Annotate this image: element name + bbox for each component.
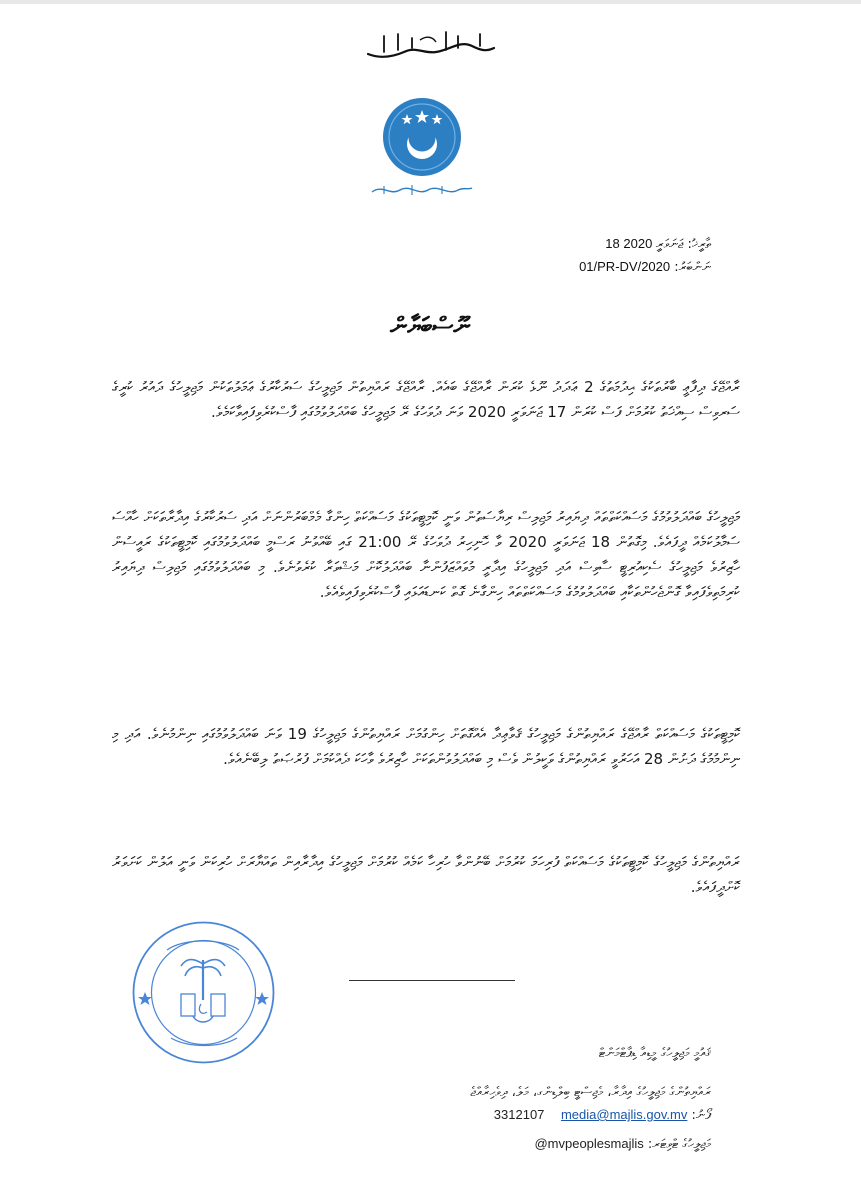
body-paragraph-4: ރައްޔިތުންގެ މަޖިލީހުގެ ކޮމިޓީތަކުގެ މަސައްކަތް ފުރިހަމަ ކުރުމަށް ބޭނުންވާ ހުރިހާ ކަމެއް ކުރުމަށް މަޖިލީހުގެ އިދާރާއިން ތައްޔާރަށް ހުރިކަން ވަނީ އަލުން ކަށަވަރު ކޮށްދީފައެވެ. [112,853,740,896]
signature-line [349,980,515,981]
footer-address: ރައްޔިތުންގެ މަޖިލީހުގެ އިދާރާ، މެޖިސްޓީ ބިލްޑިންގ، މަލެ، ދިވެހިރާއްޖެ [470,1085,711,1100]
body-paragraph-1: ރާއްޖޭގެ ދިފާޢީ ބާރުތަކުގެ ޙިދުމަތުގެ 2 ޢަދަދު ނޫޅެ ކުރަން ރާއްޖޭގެ ބައެއް. ރާއްޖޭގެ ރައްޔިތުން މަޖިލީހުގެ ސަރުކާރުގެ ޢަމަލުތަކުން މަޖިލީހުގެ ދައުރު ކުރީގެ ސަރވިސް ސިއްޚަތު ކުރުމަށް ފަސް ކުރަން 17 ޖަނަވަރީ 2020 ވަނަ ދުވަހުގެ ރޭ މަޖިލީހުގެ ބައްދަލުވުމުގައި ފާސްކުރެވިފައިވާކަމެވެ. [112,378,740,421]
body-paragraph-3: ކޮމިޓީތަކުގެ މަސައްކަތް ރާއްޖޭގެ ރައްޔިތުންގެ މަޖިލީހުގެ ޤަވާޢިދާ އެއްގޮތަށް ހިންގުމަށް ރައްޔިތުންގެ މަޖިލީހުގެ 19 ވަނަ ބައްދަލުވުމުގައި ނިންމުނެވެ. އަދި މި ނިންމުމުގެ ދަށުން 28 އަހަރުވީ ރައްޔިތުންގެ ވަކީލުން ވެސް މި ބައްދަލުވުންތަކަށް ހާޒިރުވެ ވާހަކަ ދެއްކުމަށް ފުރުޞަތު ލިބޭނެއެވެ. [112,725,740,768]
reference-row [579,256,711,279]
date-row [579,233,711,256]
reference-label: ނަންބަރު: [674,260,711,275]
twitter-handle-link[interactable]: @mvpeoplesmajlis [534,1136,644,1151]
emblem-script-icon [368,180,476,200]
reference-value: 01/PR-DV/2020 [579,259,671,274]
email-link[interactable]: media@majlis.gov.mv [560,1107,688,1122]
date-label: ތާރީޚު: [687,237,711,252]
majlis-emblem-icon [381,96,463,178]
footer-social [151,1133,711,1156]
date-value: 18 ޖަނަވަރީ 2020 [605,236,684,251]
body-paragraph-2: މަޖިލީހުގެ ބައްދަލުވުމުގެ މަސައްކަތްތައް ދިޔައިރު މަޖިލިސް ރިޔާސަތުން ވަނީ ކޮމިޓީތަކުގެ މަސައްކަތް ހިންގާ މެމްބަރުންނަށް އަދި ސަރުކާރުގެ އިދާރާތަކަށް ހާއްސަ ސަމާލުކަމެއް ދީފައެވެ. މިގޮތުން 18 ޖަނަވަރީ 2020 ވާ ހޮނިހިރު ދުވަހުގެ ރޭ 21:00 ގައި ބޭއްވުނު ރަސްމީ ބައްދަލުވުމުގައި ކޮމިޓީތަކުގެ ރައީސުން ހާޒިރުވެ މަޖިލީހުގެ ސެކިއުރިޓީ ސާވިސް އަދި މަޖިލީހުގެ އިދާރީ މުވައްޒަފުންނާ ބައްދަލުކޮށް މަޝްވަރާ ކުރެވުނެވެ. މި ބައްދަލުވުމުގައި މަޖިލިސް ދިޔައިރު ކުރިމަތިވެފައިވާ ގޮންޖެހުންތަކާއި ބައްދަލުވުމުގެ މަސައްކަތްތައް ހިންގާނެ ގޮތް ކަނޑައަޅައި ފާސްކުރެވިފައިވެއެވެ. [112,508,740,601]
page-top-edge [0,0,861,4]
bismillah-calligraphy [360,28,500,64]
document-title: ނޫސްބަޔާން [390,312,470,340]
document-meta [579,233,711,279]
phone-label: ފޯނު: [691,1108,711,1123]
phone-number: 3312107 [493,1107,545,1122]
closing-department: ޤައުމީ މަޖިލީހުގެ މީޑިއާ ޑިޕާޓްމަންޓް [598,1046,711,1061]
footer-contact [151,1104,711,1127]
social-label: މަޖިލީހުގެ ޓްވިޓަރ: [647,1137,711,1152]
